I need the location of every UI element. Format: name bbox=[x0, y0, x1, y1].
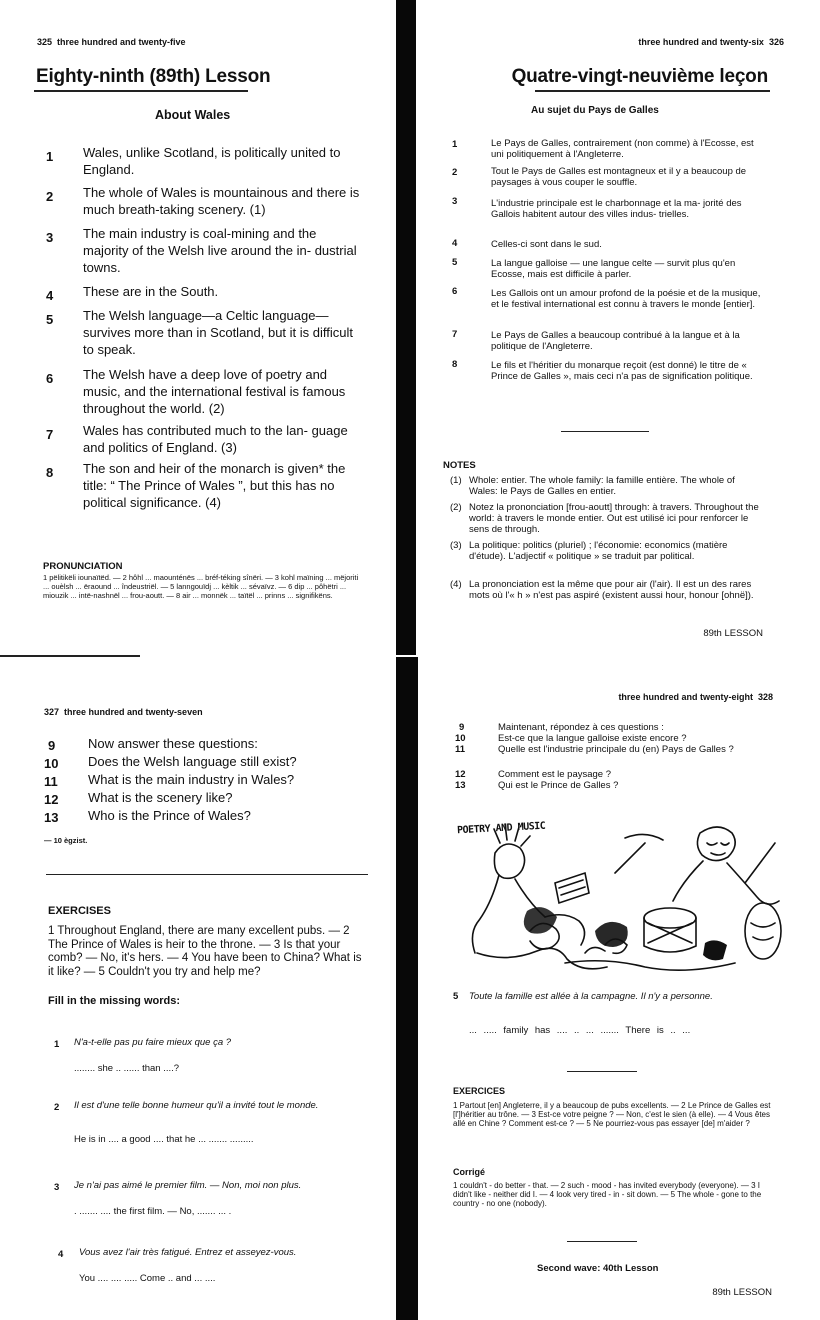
fill-item-number: 4 bbox=[58, 1249, 64, 1260]
fill-in-heading: Fill in the missing words: bbox=[48, 995, 181, 1007]
sentence-text: Le fils et l'héritier du monarque reçoit (est donné) le titre de « Prince de Galles », mais ceci n'a pas de signification politique. bbox=[491, 360, 753, 382]
sentence-number: 4 bbox=[46, 288, 54, 303]
section-divider bbox=[567, 1241, 637, 1242]
sentence-number: 3 bbox=[452, 196, 458, 207]
page-327 bbox=[0, 655, 395, 1320]
section-divider bbox=[561, 431, 649, 432]
question-number: 12 bbox=[455, 769, 466, 780]
page-footer: 89th LESSON bbox=[703, 628, 763, 639]
sentence-text: Tout le Pays de Galles est montagneux et il y a beaucoup de paysages à vous couper le souffle. bbox=[491, 166, 747, 188]
corrige-text: 1 couldn't - do better - that. — 2 such - mood - has invited everybody (everyone). — 3 I didn't like - neither did I. — 4 look very tired - in - sit down. — 5 The whole - gone to the country - no one (nobody). bbox=[453, 1181, 762, 1208]
sentence-number: 8 bbox=[46, 465, 54, 480]
fill-item-blank: . ....... .... the first film. — No, ....... ... . bbox=[74, 1206, 232, 1217]
sentence-number: 6 bbox=[452, 286, 458, 297]
sentence-text: Le Pays de Galles, contrairement (non comme) à l'Ecosse, est uni politiquement à l'Angleterre. bbox=[491, 138, 754, 160]
note-number: (2) bbox=[450, 502, 462, 513]
sentence-number: 2 bbox=[46, 189, 54, 204]
question-text: Who is the Prince of Wales? bbox=[88, 808, 251, 823]
fill-item-blank: ... ..... family has .... .. ... ....... There is .. ... bbox=[469, 1025, 691, 1036]
page-number-words: three hundred and twenty-five bbox=[57, 37, 186, 47]
poetry-and-music-cartoon bbox=[455, 813, 790, 983]
fill-item-blank: He is in .... a good .... that he ... ....... ......... bbox=[74, 1134, 254, 1145]
page-header bbox=[618, 692, 773, 702]
question-text: What is the main industry in Wales? bbox=[88, 772, 295, 787]
sentence-text: Wales has contributed much to the lan- guage and politics of England. (3) bbox=[83, 423, 348, 455]
exercices-heading: EXERCICES bbox=[453, 1086, 506, 1096]
lesson-title: Quatre-vingt-neuvième leçon bbox=[511, 66, 768, 87]
sentence-number: 7 bbox=[452, 329, 458, 340]
sentence-text: The Welsh language—a Celtic language— survives more than in Scotland, but it is difficult to speak. bbox=[83, 308, 353, 357]
fill-item-prompt: Il est d'une telle bonne humeur qu'il a invité tout le monde. bbox=[74, 1100, 319, 1111]
fill-item-number: 3 bbox=[54, 1182, 60, 1193]
book-gutter-bottom bbox=[396, 657, 418, 1320]
notes-heading: NOTES bbox=[443, 460, 476, 471]
question-number: 11 bbox=[44, 774, 58, 789]
page-325 bbox=[0, 0, 395, 650]
cartoon-caption: POETRY AND MUSIC bbox=[456, 820, 546, 837]
fill-item-blank: ........ she .. ...... than ....? bbox=[74, 1063, 180, 1074]
question-number: 13 bbox=[44, 810, 59, 825]
lesson-subtitle: About Wales bbox=[155, 108, 231, 122]
pronunciation-note: — 10 ègzist. bbox=[44, 836, 88, 845]
fill-item-number: 5 bbox=[453, 991, 459, 1002]
fill-item-prompt: Toute la famille est allée à la campagne. Il n'y a personne. bbox=[469, 991, 713, 1002]
question-text: Comment est le paysage ? bbox=[498, 769, 612, 780]
sentence-number: 5 bbox=[452, 257, 458, 268]
fill-item-prompt: Je n'ai pas aimé le premier film. — Non, moi non plus. bbox=[74, 1180, 302, 1191]
page-number-words: three hundred and twenty-seven bbox=[64, 707, 203, 717]
section-divider bbox=[46, 874, 368, 875]
corrige-heading: Corrigé bbox=[453, 1167, 486, 1177]
fill-item-number: 2 bbox=[54, 1102, 60, 1113]
sentence-text: The son and heir of the monarch is given* the title: “ The Prince of Wales ”, but this has no political significance. (4) bbox=[83, 461, 346, 510]
page-header bbox=[37, 37, 186, 47]
cartoon-drawing bbox=[455, 813, 790, 983]
pronunciation-heading: PRONUNCIATION bbox=[43, 561, 123, 572]
book-gutter-top bbox=[396, 0, 416, 655]
page-number: 328 bbox=[757, 692, 773, 702]
sentence-number: 4 bbox=[452, 238, 458, 249]
question-text: Does the Welsh language still exist? bbox=[88, 754, 297, 769]
pronunciation-text: 1 pëlitikëli iounaïtëd. — 2 hôhl ... maounténës ... bréf-téking sînëri. — 3 kohl maïning ... mëjoriti ... ouèlsh ... ëraound ... îndeustriël. — 5 lanngouïdj ... kèltik ... sévaïvz. — 6 dip ... pôhëtri ... miouzik ... intë-nashnël ... frou-aoutt. — 8 air ... monnëk ... taïtël ... prinns ... signifikëns. bbox=[43, 573, 359, 600]
question-number: 10 bbox=[455, 733, 466, 744]
page-326 bbox=[417, 0, 820, 650]
page-number-words: three hundred and twenty-six bbox=[638, 37, 764, 47]
question-number: 9 bbox=[459, 722, 465, 733]
sentence-text: The Welsh have a deep love of poetry and music, and the international festival is famous throughout the world. (2) bbox=[83, 367, 346, 416]
sentence-text: The whole of Wales is mountainous and there is much breath-taking scenery. (1) bbox=[83, 185, 360, 217]
sentence-number: 2 bbox=[452, 167, 458, 178]
sentence-number: 7 bbox=[46, 427, 54, 442]
note-number: (1) bbox=[450, 475, 462, 486]
question-number: 12 bbox=[44, 792, 59, 807]
note-text: La prononciation est la même que pour air (l'air). Il est un des rares mots où l'« h » n'est pas aspiré (existent aussi hour, honour [ohnë]). bbox=[469, 579, 754, 601]
note-number: (3) bbox=[450, 540, 462, 551]
sentence-number: 6 bbox=[46, 371, 54, 386]
sentence-text: The main industry is coal-mining and the majority of the Welsh live around the in- dustrial towns. bbox=[83, 226, 357, 275]
question-text: Maintenant, répondez à ces questions : bbox=[498, 722, 664, 733]
exercices-text: 1 Partout [en] Angleterre, il y a beaucoup de pubs excellents. — 2 Le Prince de Galles est [l']héritier au trône. — 3 Est-ce votre peigne ? — Non, c'est le sien (à elle). — 4 Vous êtes allé en Chine ? Comment est-ce ? — 5 Ne pourriez-vous pas essayer [de] m'aider ? bbox=[453, 1101, 771, 1128]
page-328 bbox=[417, 655, 820, 1320]
question-text: Quelle est l'industrie principale du (en) Pays de Galles ? bbox=[498, 744, 734, 755]
page-number: 325 bbox=[37, 37, 53, 47]
page-header bbox=[638, 37, 784, 47]
title-underline bbox=[535, 90, 770, 92]
page-header bbox=[44, 707, 203, 717]
sentence-text: Wales, unlike Scotland, is politically united to England. bbox=[83, 145, 341, 177]
lesson-subtitle: Au sujet du Pays de Galles bbox=[531, 105, 659, 116]
exercises-heading: EXERCISES bbox=[48, 905, 111, 917]
question-text: Now answer these questions: bbox=[88, 736, 258, 751]
section-divider bbox=[567, 1071, 637, 1072]
sentence-text: Celles-ci sont dans le sud. bbox=[491, 239, 602, 250]
sentence-text: These are in the South. bbox=[83, 284, 219, 299]
note-number: (4) bbox=[450, 579, 462, 590]
sentence-number: 5 bbox=[46, 312, 54, 327]
title-underline bbox=[34, 90, 248, 92]
page-number: 327 bbox=[44, 707, 60, 717]
page-footer: 89th LESSON bbox=[712, 1287, 772, 1298]
sentence-text: Les Gallois ont un amour profond de la poésie et de la musique, et le festival international est connu à travers le monde [entier]. bbox=[491, 288, 761, 310]
sentence-text: Le Pays de Galles a beaucoup contribué à la langue et à la politique de l'Angleterre. bbox=[491, 330, 740, 352]
page-number: 326 bbox=[768, 37, 784, 47]
second-wave-note: Second wave: 40th Lesson bbox=[537, 1263, 659, 1274]
exercises-text: 1 Throughout England, there are many excellent pubs. — 2 The Prince of Wales is heir to the throne. — 3 Is that your comb? — No, it's hers. — 4 You have been to China? What is it like? — 5 Couldn't you try and help me? bbox=[48, 925, 362, 978]
question-number: 11 bbox=[455, 744, 466, 755]
sentence-number: 8 bbox=[452, 359, 458, 370]
fill-item-prompt: N'a-t-elle pas pu faire mieux que ça ? bbox=[74, 1037, 232, 1048]
sentence-number: 3 bbox=[46, 230, 54, 245]
question-text: What is the scenery like? bbox=[88, 790, 233, 805]
question-text: Est-ce que la langue galloise existe encore ? bbox=[498, 733, 687, 744]
fill-item-prompt: Vous avez l'air très fatigué. Entrez et asseyez-vous. bbox=[79, 1247, 297, 1258]
sentence-text: L'industrie principale est le charbonnage et la ma- jorité des Gallois habitent autour des villes indus- trielles. bbox=[491, 198, 742, 220]
question-number: 13 bbox=[455, 780, 466, 791]
question-number: 10 bbox=[44, 756, 59, 771]
sentence-text: La langue galloise — une langue celte — survit plus qu'en Ecosse, mais est difficile à parler. bbox=[491, 258, 736, 280]
fill-item-number: 1 bbox=[54, 1039, 60, 1050]
lesson-title: Eighty-ninth (89th) Lesson bbox=[36, 66, 271, 87]
note-text: La politique: politics (pluriel) ; l'économie: economics (matière d'étude). L'adjectif « politique » se traduit par political. bbox=[469, 540, 728, 562]
sentence-number: 1 bbox=[46, 149, 54, 164]
question-number: 9 bbox=[48, 738, 56, 753]
fill-item-blank: You .... .... ..... Come .. and ... .... bbox=[79, 1273, 216, 1284]
question-text: Qui est le Prince de Galles ? bbox=[498, 780, 619, 791]
note-text: Whole: entier. The whole family: la famille entière. The whole of Wales: le Pays de Galles en entier. bbox=[469, 475, 735, 497]
page-number-words: three hundred and twenty-eight bbox=[618, 692, 753, 702]
note-text: Notez la prononciation [frou-aoutt] through: à travers. Throughout the world: à travers le monde entier. Out est utilisé ici pour renforcer le sens de through. bbox=[469, 502, 759, 535]
sentence-number: 1 bbox=[452, 139, 458, 150]
